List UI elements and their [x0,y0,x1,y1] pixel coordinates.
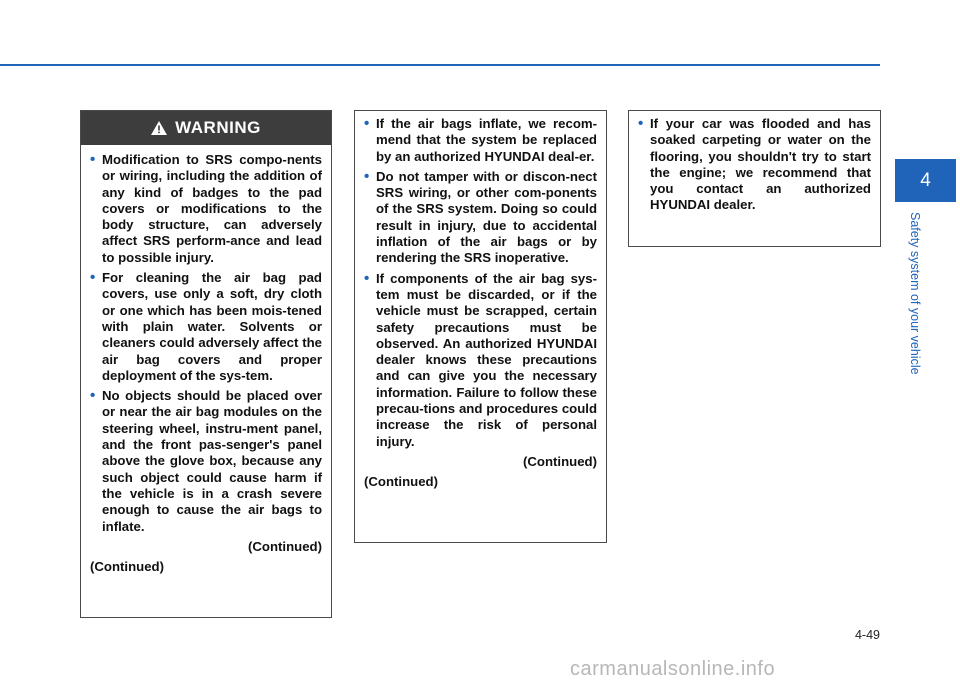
continued-label: (Continued) [364,474,438,490]
bullet-icon: • [90,269,96,287]
warning-box-3 [628,110,881,247]
list-item: • If components of the air bag sys-tem must be discarded, or if the vehicle must be scrapped, certain safety precautions must be observed. An authorized HYUNDAI dealer knows these precautions and can give you the necessary information. Failure to follow these precau-tions and procedures could increase the risk of personal injury. [364,269,597,449]
chapter-tab [895,159,956,202]
continued-label: (Continued) [523,453,597,469]
warning-header [81,111,331,145]
warning-header-label: WARNING [175,118,261,137]
bullet-icon: • [364,115,370,132]
watermark: carmanualsonline.info [570,658,776,680]
top-rule [0,64,880,66]
list-item: • If the air bags inflate, we recom-mend that the system be replaced by an authorized HYUNDAI deal-er. [364,115,597,164]
warning-triangle-icon [151,121,167,135]
list-item: • If your car was flooded and has soaked carpeting or water on the flooring, you shouldn't try to start the engine; we recommend that you contact an authorized HYUNDAI dealer. [638,115,871,213]
list-item: • Do not tamper with or discon-nect SRS wiring, or other com-ponents of the SRS system. Doing so could result in injury, due to accidental inflation of the air bags or by rendering the SRS inoperative. [364,167,597,266]
list-item: • No objects should be placed over or near the air bag modules on the steering wheel, instru-ment panel, and the front pas-senger's panel above the glove box, because any such object could cause harm if the vehicle is in a crash severe enough to cause the air bags to inflate. [90,387,322,534]
bullet-icon: • [364,269,370,287]
bullet-icon: • [90,151,96,168]
chapter-number: 4 [920,169,931,191]
continued-label: (Continued) [248,538,322,554]
bullet-icon: • [364,167,370,185]
chapter-title-text: Safety system of your vehicle [908,212,922,375]
bullet-icon: • [90,387,96,405]
page-number: 4-49 [854,628,880,642]
continued-label: (Continued) [90,559,164,575]
warning-box-1 [80,110,332,618]
list-item: • For cleaning the air bag pad covers, use only a soft, dry cloth or one which has been mois-tened with plain water. Solvents or cleaners could adversely affect the air bag covers and proper deployment of the sys-tem. [90,269,322,383]
warning-box-2 [354,110,607,543]
bullet-icon: • [638,115,644,132]
chapter-title [908,212,926,402]
list-item: • Modification to SRS compo-nents or wiring, including the addition of any kind of badges to the pad covers or modifications to the body structure, can adversely affect SRS perform-ance and lead to possible injury. [90,151,322,265]
